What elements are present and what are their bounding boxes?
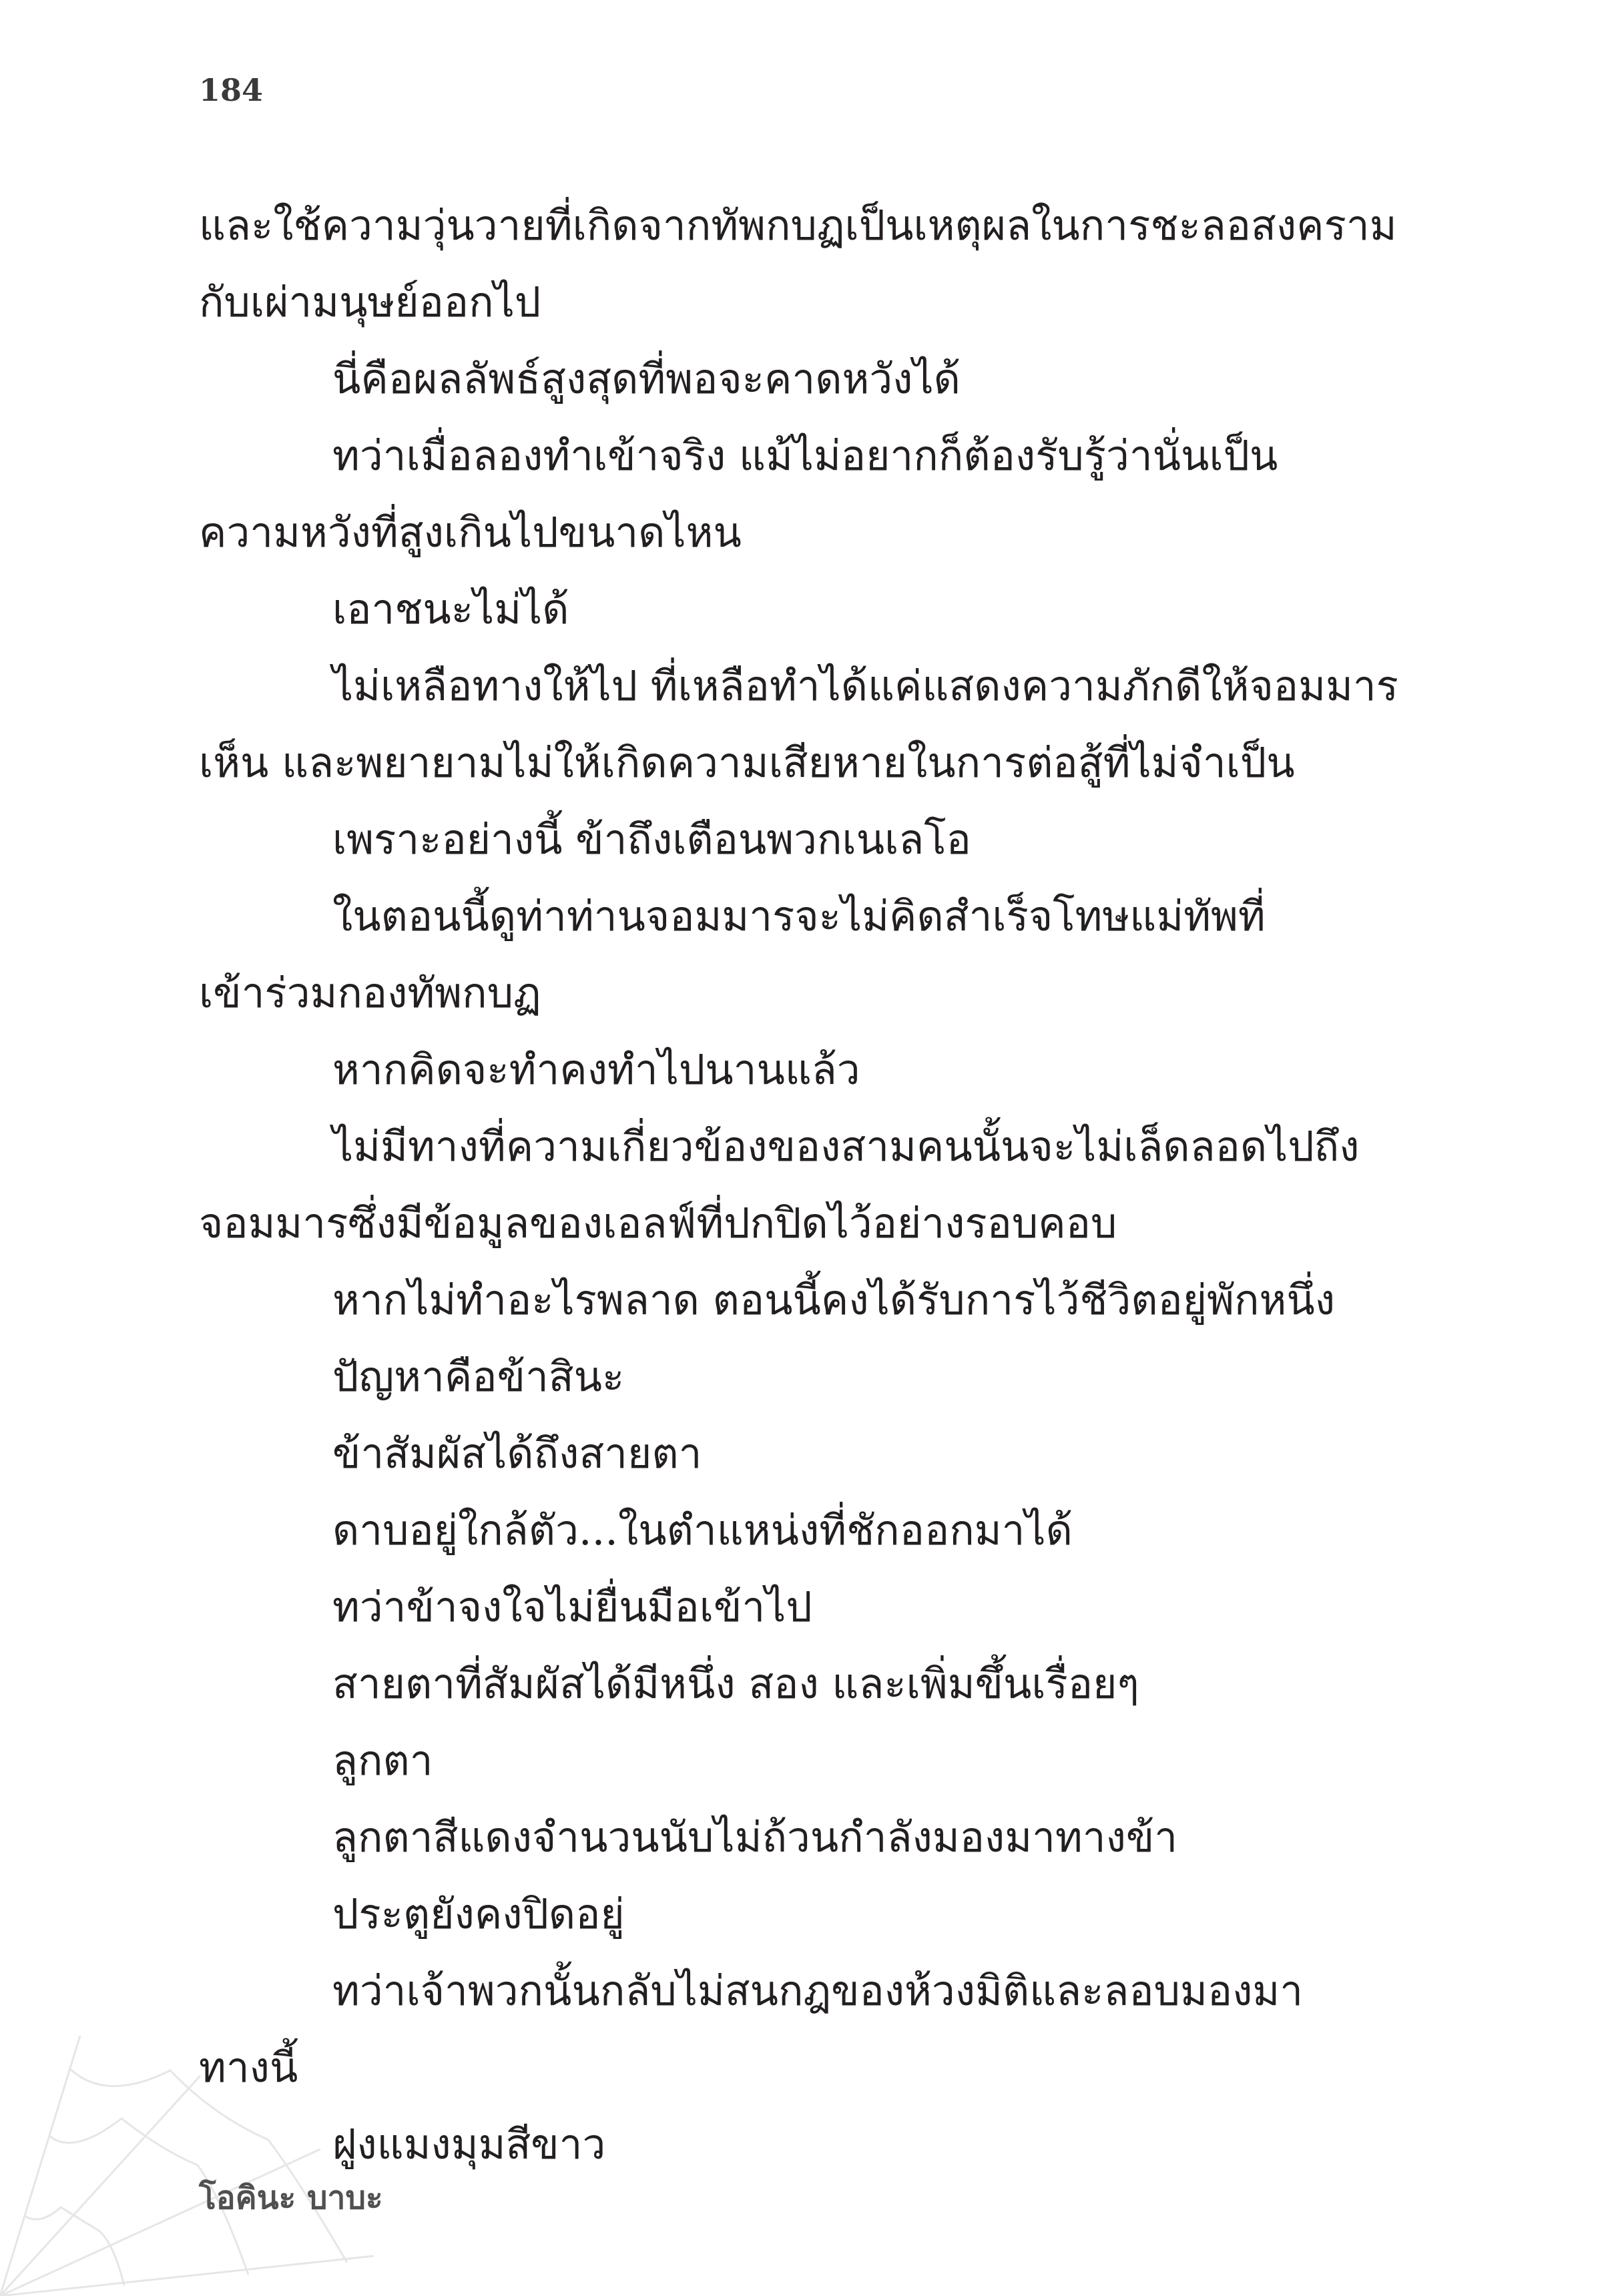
text-line: ดาบอยู่ใกล้ตัว...ในตำแหน่งที่ชักออกมาได้ [332,1506,1073,1554]
text-line: ความหวังที่สูงเกินไปขนาดไหน [199,508,742,557]
text-line: เพราะอย่างนี้ ข้าถึงเตือนพวกเนเลโอ [332,815,971,864]
text-line: ทว่าเจ้าพวกนั้นกลับไม่สนกฎของห้วงมิติและลอบมองมา [332,1966,1304,2015]
text-line: กับเผ่ามนุษย์ออกไป [199,278,541,326]
text-line: นี่คือผลลัพธ์สูงสุดที่พอจะคาดหวังได้ [332,354,961,403]
text-line: ในตอนนี้ดูท่าท่านจอมมารจะไม่คิดสำเร็จโทษแม่ทัพที่ [332,892,1266,940]
text-line: ทว่าเมื่อลองทำเข้าจริง แม้ไม่อยากก็ต้องรับรู้ว่านั่นเป็น [332,431,1278,480]
text-line: ทว่าข้าจงใจไม่ยื่นมือเข้าไป [332,1583,812,1631]
text-line: ทางนี้ [199,2043,298,2092]
text-line: และใช้ความวุ่นวายที่เกิดจากทัพกบฏเป็นเหตุผลในการชะลอสงคราม [199,201,1397,250]
text-line: จอมมารซึ่งมีข้อมูลของเอลฟ์ที่ปกปิดไว้อย่างรอบคอบ [199,1199,1117,1247]
text-line: ลูกตาสีแดงจำนวนนับไม่ถ้วนกำลังมองมาทางข้า [332,1813,1178,1861]
spider-web-decoration [0,2036,374,2296]
body-text [199,187,1410,2183]
text-line: เข้าร่วมกองทัพกบฏ [199,968,541,1017]
text-line: สายตาที่สัมผัสได้มีหนึ่ง สอง และเพิ่มขึ้นเรื่อยๆ [332,1659,1139,1708]
text-line: เอาชนะไม่ได้ [332,585,569,633]
page-number: 184 [199,72,264,108]
text-line: ข้าสัมผัสได้ถึงสายตา [332,1429,702,1478]
text-line: ไม่มีทางที่ความเกี่ยวข้องของสามคนนั้นจะไม่เล็ดลอดไปถึง [332,1122,1360,1171]
author-name: โอคินะ บาบะ [199,2179,383,2217]
text-line: เห็น และพยายามไม่ให้เกิดความเสียหายในการต่อสู้ที่ไม่จำเป็น [199,738,1295,787]
text-line: ลูกตา [332,1736,433,1785]
text-line: ไม่เหลือทางให้ไป ที่เหลือทำได้แค่แสดงความภักดีให้จอมมาร [332,661,1398,710]
text-line: ฝูงแมงมุมสีขาว [332,2120,606,2169]
text-line: หากคิดจะทำคงทำไปนานแล้ว [332,1045,860,1094]
text-line: หากไม่ทำอะไรพลาด ตอนนี้คงได้รับการไว้ชีวิตอยู่พักหนึ่ง [332,1275,1336,1324]
text-line: ปัญหาคือข้าสินะ [332,1352,625,1401]
text-line: ประตูยังคงปิดอยู่ [332,1890,625,1938]
